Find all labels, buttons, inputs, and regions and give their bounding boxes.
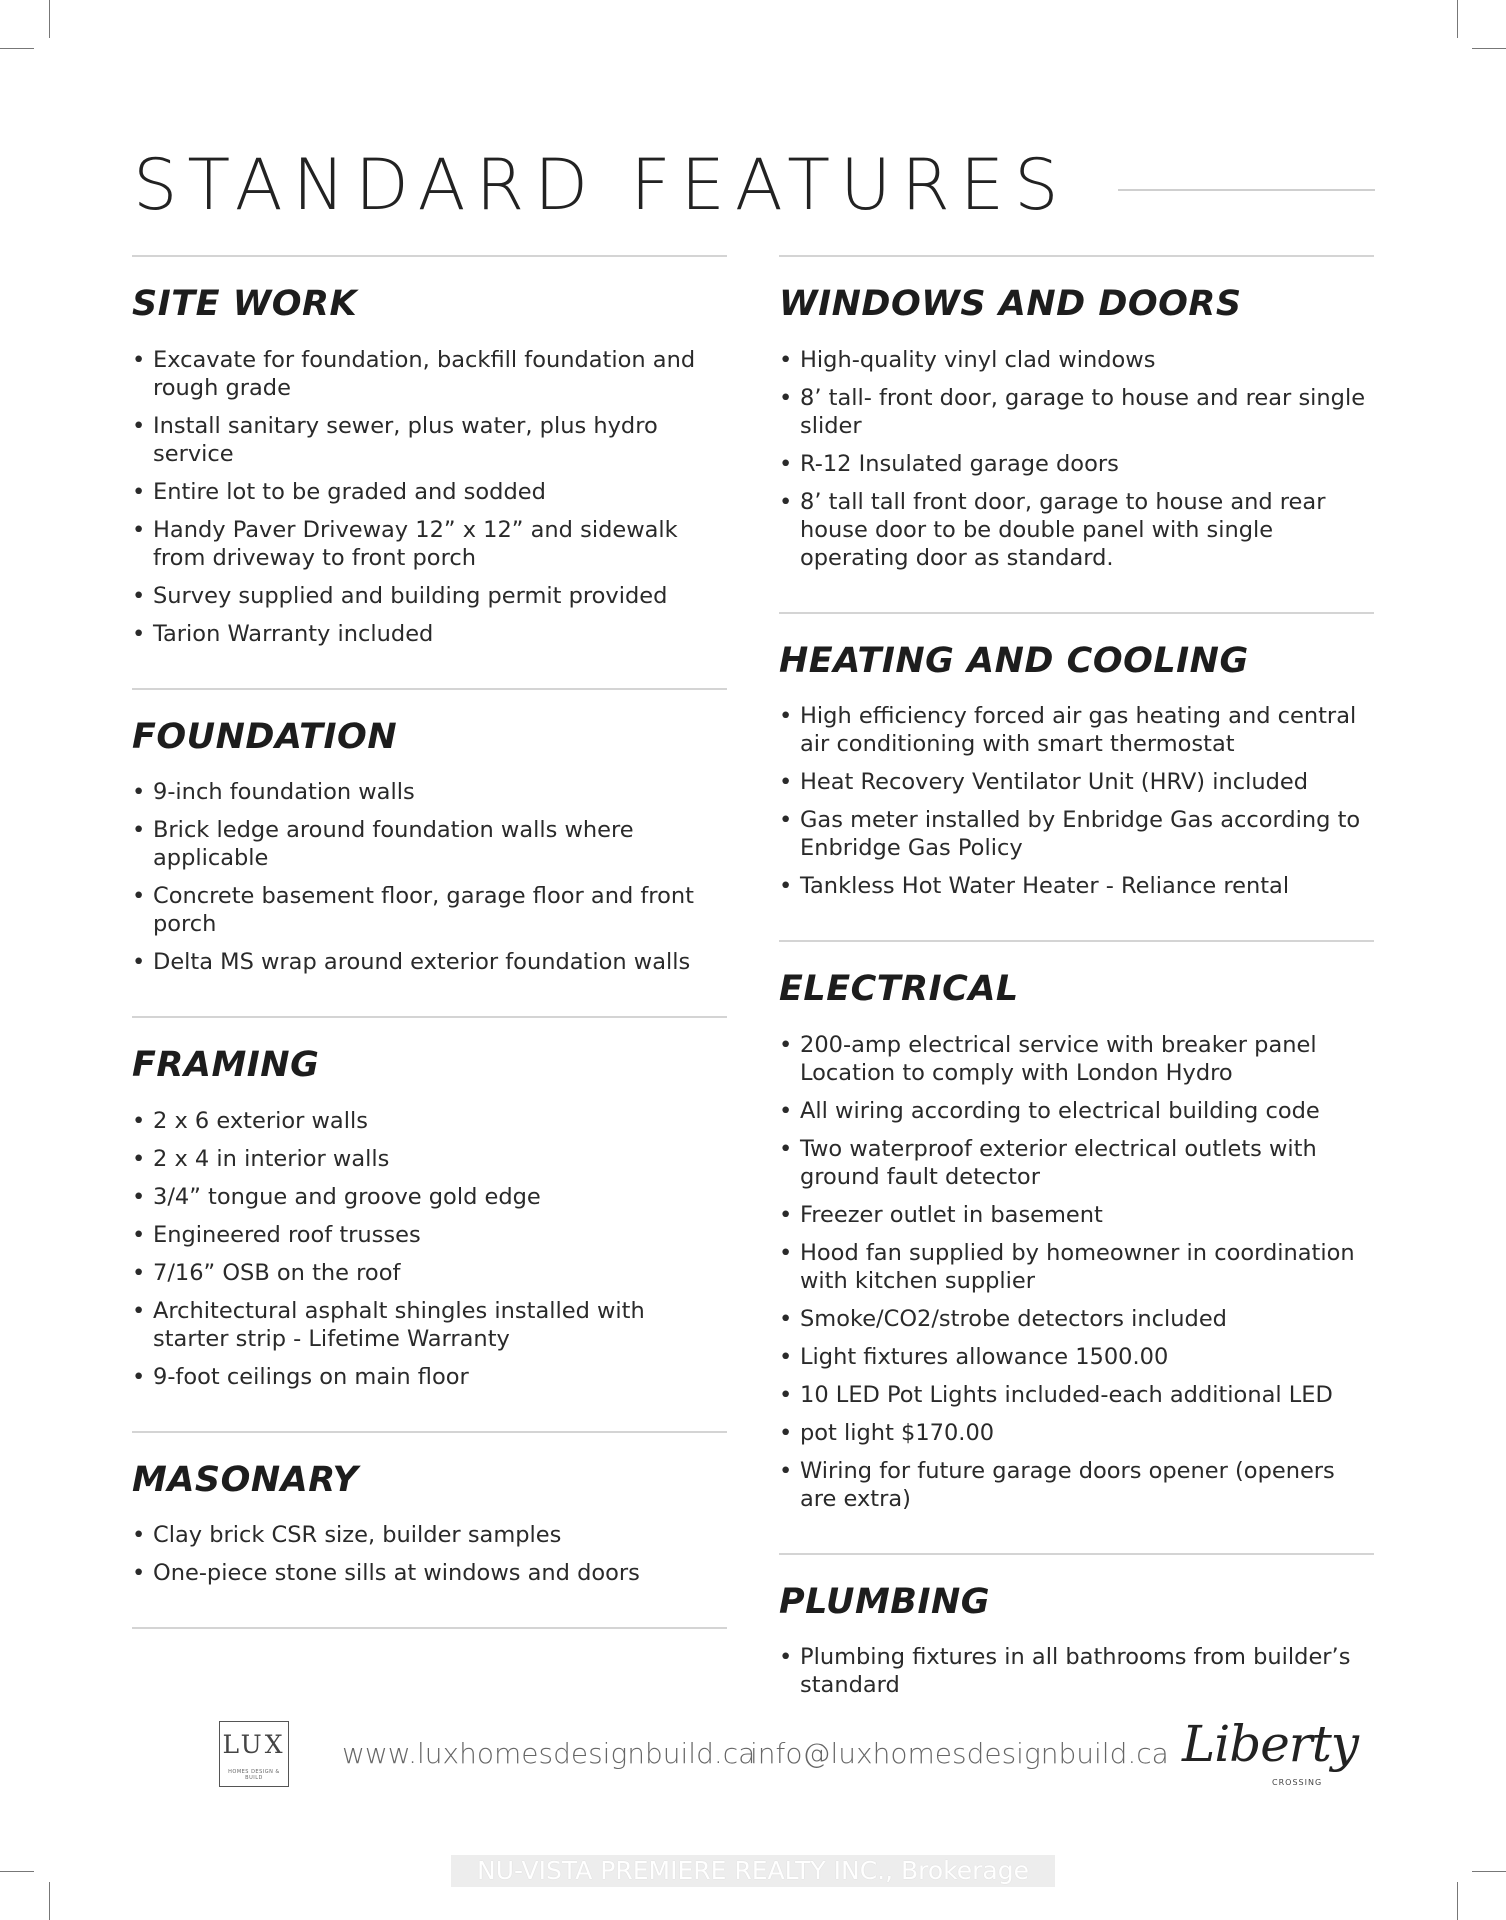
list-item: • Two waterproof exterior electrical outlets with ground fault detector	[779, 1135, 1374, 1191]
crop-mark-top-left	[49, 0, 50, 38]
section-heading: FRAMING	[132, 1045, 320, 1085]
list-item: • 10 LED Pot Lights included-each additional LED	[779, 1381, 1374, 1409]
list-item: • One-piece stone sills at windows and doors	[132, 1559, 727, 1587]
page-title: STANDARD FEATURES	[133, 144, 1069, 226]
feature-list	[779, 1031, 1374, 1513]
right-column	[779, 255, 1374, 1709]
list-item: • Wiring for future garage doors opener (openers are extra)	[779, 1457, 1374, 1513]
website-link[interactable]: www.luxhomesdesignbuild.ca	[342, 1737, 756, 1770]
liberty-logo-tagline: CROSSING	[1272, 1778, 1323, 1787]
feature-list	[132, 1107, 727, 1391]
list-item: • 2 x 6 exterior walls	[132, 1107, 727, 1135]
list-item: • Engineered roof trusses	[132, 1221, 727, 1249]
section-framing	[132, 1016, 727, 1431]
brokerage-watermark: NU-VISTA PREMIERE REALTY INC., Brokerage	[451, 1855, 1055, 1887]
list-item: • 3/4” tongue and groove gold edge	[132, 1183, 727, 1211]
list-item: • Install sanitary sewer, plus water, plus hydro service	[132, 412, 727, 468]
list-item: • pot light $170.00	[779, 1419, 1374, 1447]
liberty-crossing-logo	[1177, 1715, 1359, 1795]
list-item: • Concrete basement floor, garage floor and front porch	[132, 882, 727, 938]
left-column	[132, 255, 727, 1629]
list-item: • Brick ledge around foundation walls where applicable	[132, 816, 727, 872]
list-item: • Handy Paver Driveway 12” x 12” and sidewalk from driveway to front porch	[132, 516, 727, 572]
list-item: • All wiring according to electrical building code	[779, 1097, 1374, 1125]
section-heading: ELECTRICAL	[779, 969, 1019, 1009]
list-item: • Architectural asphalt shingles installed with starter strip - Lifetime Warranty	[132, 1297, 727, 1353]
section-heating-and-cooling	[779, 612, 1374, 941]
list-item: • Light fixtures allowance 1500.00	[779, 1343, 1374, 1371]
lux-logo-text: LUX	[222, 1730, 286, 1759]
list-item: • Clay brick CSR size, builder samples	[132, 1521, 727, 1549]
title-rule	[1118, 189, 1375, 191]
email-link[interactable]: info@luxhomesdesignbuild.ca	[750, 1737, 1169, 1770]
list-item: • 2 x 4 in interior walls	[132, 1145, 727, 1173]
feature-list	[132, 346, 727, 648]
lux-logo-tagline: HOMES DESIGN & BUILD	[228, 1769, 280, 1781]
list-item: • 7/16” OSB on the roof	[132, 1259, 727, 1287]
list-item: • 9-foot ceilings on main floor	[132, 1363, 727, 1391]
list-item: • 8’ tall- front door, garage to house and rear single slider	[779, 384, 1374, 440]
feature-list	[779, 702, 1374, 900]
list-item: • 8’ tall tall front door, garage to house and rear house door to be double panel with single operating door as standard.	[779, 488, 1374, 572]
section-heading: WINDOWS AND DOORS	[779, 284, 1242, 324]
section-heading: HEATING AND COOLING	[779, 640, 1249, 681]
list-item: • Tarion Warranty included	[132, 620, 727, 648]
footer	[0, 1715, 1506, 1815]
list-item: • Smoke/CO2/strobe detectors included	[779, 1305, 1374, 1333]
section-masonary	[132, 1431, 727, 1628]
section-heading: SITE WORK	[132, 284, 358, 324]
crop-mark-top-right-h	[1472, 48, 1506, 49]
list-item: • High efficiency forced air gas heating and central air conditioning with smart thermostat	[779, 702, 1374, 758]
list-item: • Gas meter installed by Enbridge Gas according to Enbridge Gas Policy	[779, 806, 1374, 862]
crop-mark-bottom-left	[49, 1882, 50, 1920]
list-item: • Heat Recovery Ventilator Unit (HRV) included	[779, 768, 1374, 796]
list-item: • Survey supplied and building permit provided	[132, 582, 727, 610]
crop-mark-bottom-right	[1457, 1882, 1458, 1920]
section-site-work	[132, 255, 727, 688]
section-heading: FOUNDATION	[132, 716, 398, 757]
crop-mark-bottom-right-h	[1472, 1871, 1506, 1872]
list-item: • 9-inch foundation walls	[132, 778, 727, 806]
list-item: • Freezer outlet in basement	[779, 1201, 1374, 1229]
list-item: • Plumbing fixtures in all bathrooms from builder’s standard	[779, 1643, 1374, 1699]
list-item: • Entire lot to be graded and sodded	[132, 478, 727, 506]
list-item: • Delta MS wrap around exterior foundation walls	[132, 948, 727, 976]
list-item: • Tankless Hot Water Heater - Reliance rental	[779, 872, 1374, 900]
lux-logo	[219, 1721, 289, 1787]
section-windows-and-doors	[779, 255, 1374, 612]
crop-mark-bottom-left-h	[0, 1871, 34, 1872]
feature-list	[779, 1643, 1374, 1699]
section-heading: PLUMBING	[779, 1581, 991, 1622]
list-item: • R-12 Insulated garage doors	[779, 450, 1374, 478]
section-divider	[132, 1627, 727, 1629]
list-item: • Excavate for foundation, backfill foundation and rough grade	[132, 346, 727, 402]
feature-list	[779, 346, 1374, 572]
section-electrical	[779, 940, 1374, 1553]
crop-mark-top-left-h	[0, 48, 34, 49]
section-foundation	[132, 688, 727, 1017]
section-plumbing	[779, 1553, 1374, 1700]
list-item: • High-quality vinyl clad windows	[779, 346, 1374, 374]
section-heading: MASONARY	[132, 1459, 359, 1500]
list-item: • Hood fan supplied by homeowner in coordination with kitchen supplier	[779, 1239, 1374, 1295]
list-item: • 200-amp electrical service with breaker panel Location to comply with London Hydro	[779, 1031, 1374, 1087]
crop-mark-top-right	[1457, 0, 1458, 38]
feature-list	[132, 778, 727, 976]
feature-list	[132, 1521, 727, 1587]
liberty-logo-text: Liberty	[1182, 1715, 1359, 1773]
